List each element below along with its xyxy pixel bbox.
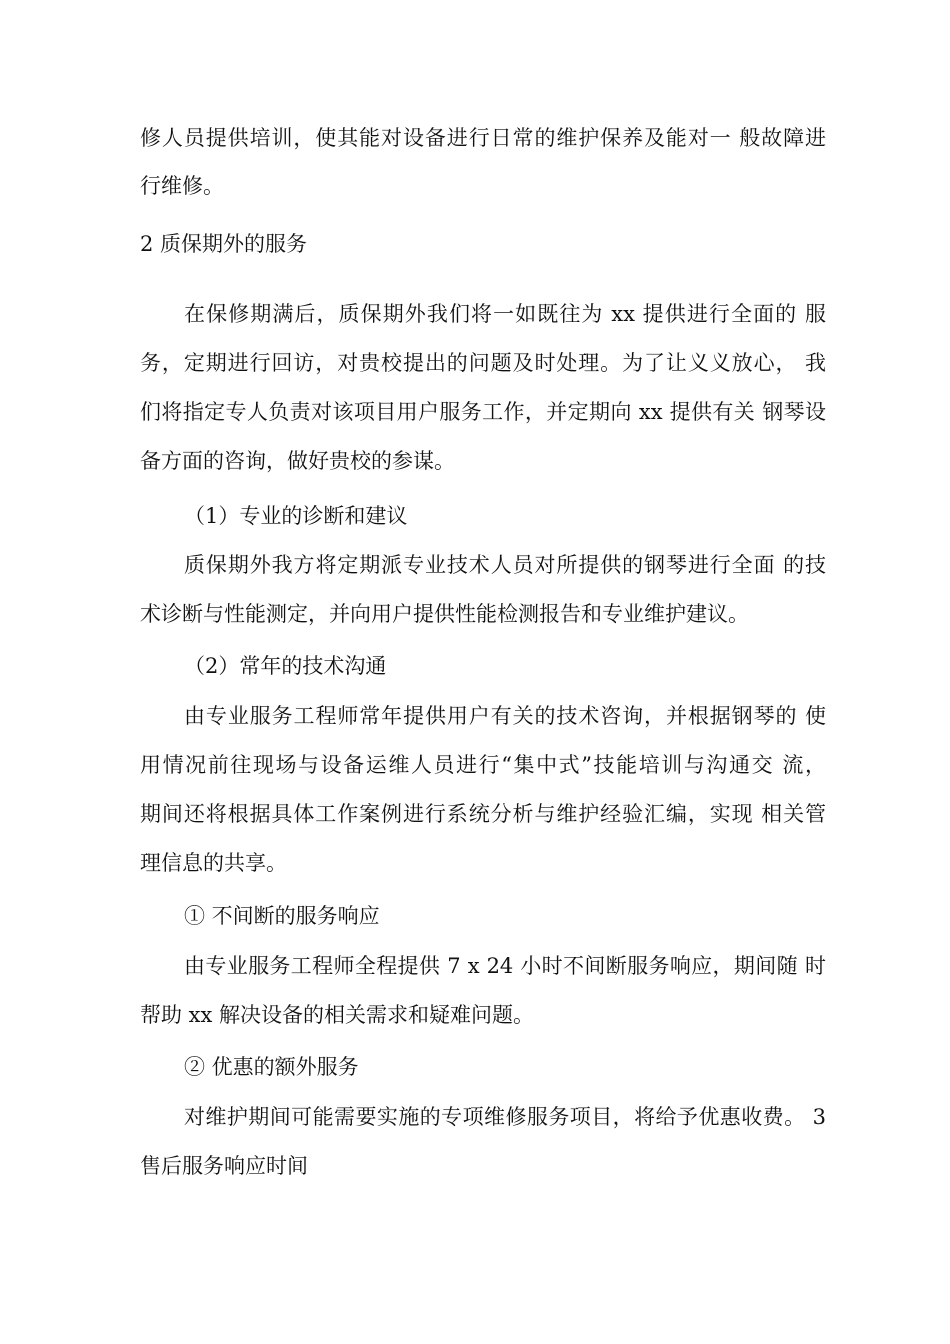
text-line: 用情况前往现场与设备运维人员进行“集中式”技能培训与沟通交 流， (140, 753, 826, 777)
text-line: 期间还将根据具体工作案例进行系统分析与维护经验汇编，实现 相关管 (140, 802, 826, 826)
text-line: 术诊断与性能测定，并向用户提供性能检测报告和专业维护建议。 (140, 602, 749, 626)
text-line: 修人员提供培训，使其能对设备进行日常的维护保养及能对一 般故障进 (140, 126, 826, 150)
subheading: ① 不间断的服务响应 (184, 904, 380, 928)
text-line: 质保期外我方将定期派专业技术人员对所提供的钢琴进行全面 的技 (184, 553, 826, 577)
subheading: ② 优惠的额外服务 (184, 1055, 359, 1079)
text-line: 在保修期满后，质保期外我们将一如既往为 xx 提供进行全面的 服 (184, 302, 826, 326)
text-line: 帮助 xx 解决设备的相关需求和疑难问题。 (140, 1003, 535, 1027)
text-line: 们将指定专人负责对该项目用户服务工作，并定期向 xx 提供有关 钢琴设 (140, 400, 826, 424)
section-heading: 2 质保期外的服务 (140, 232, 308, 256)
subheading: （1）专业的诊断和建议 (184, 504, 408, 528)
text-line: 理信息的共享。 (140, 851, 287, 875)
text-line: 对维护期间可能需要实施的专项维修服务项目，将给予优惠收费。 3 (184, 1105, 826, 1129)
text-line: 由专业服务工程师常年提供用户有关的技术咨询，并根据钢琴的 使 (184, 704, 826, 728)
text-line: 售后服务响应时间 (140, 1154, 308, 1178)
text-line: 务，定期进行回访，对贵校提出的问题及时处理。为了让义义放心， 我 (140, 351, 826, 375)
subheading: （2）常年的技术沟通 (184, 654, 387, 678)
text-line: 行维修。 (140, 174, 224, 198)
text-line: 由专业服务工程师全程提供 7 x 24 小时不间断服务响应，期间随 时 (184, 954, 826, 978)
text-line: 备方面的咨询，做好贵校的参谋。 (140, 449, 455, 473)
